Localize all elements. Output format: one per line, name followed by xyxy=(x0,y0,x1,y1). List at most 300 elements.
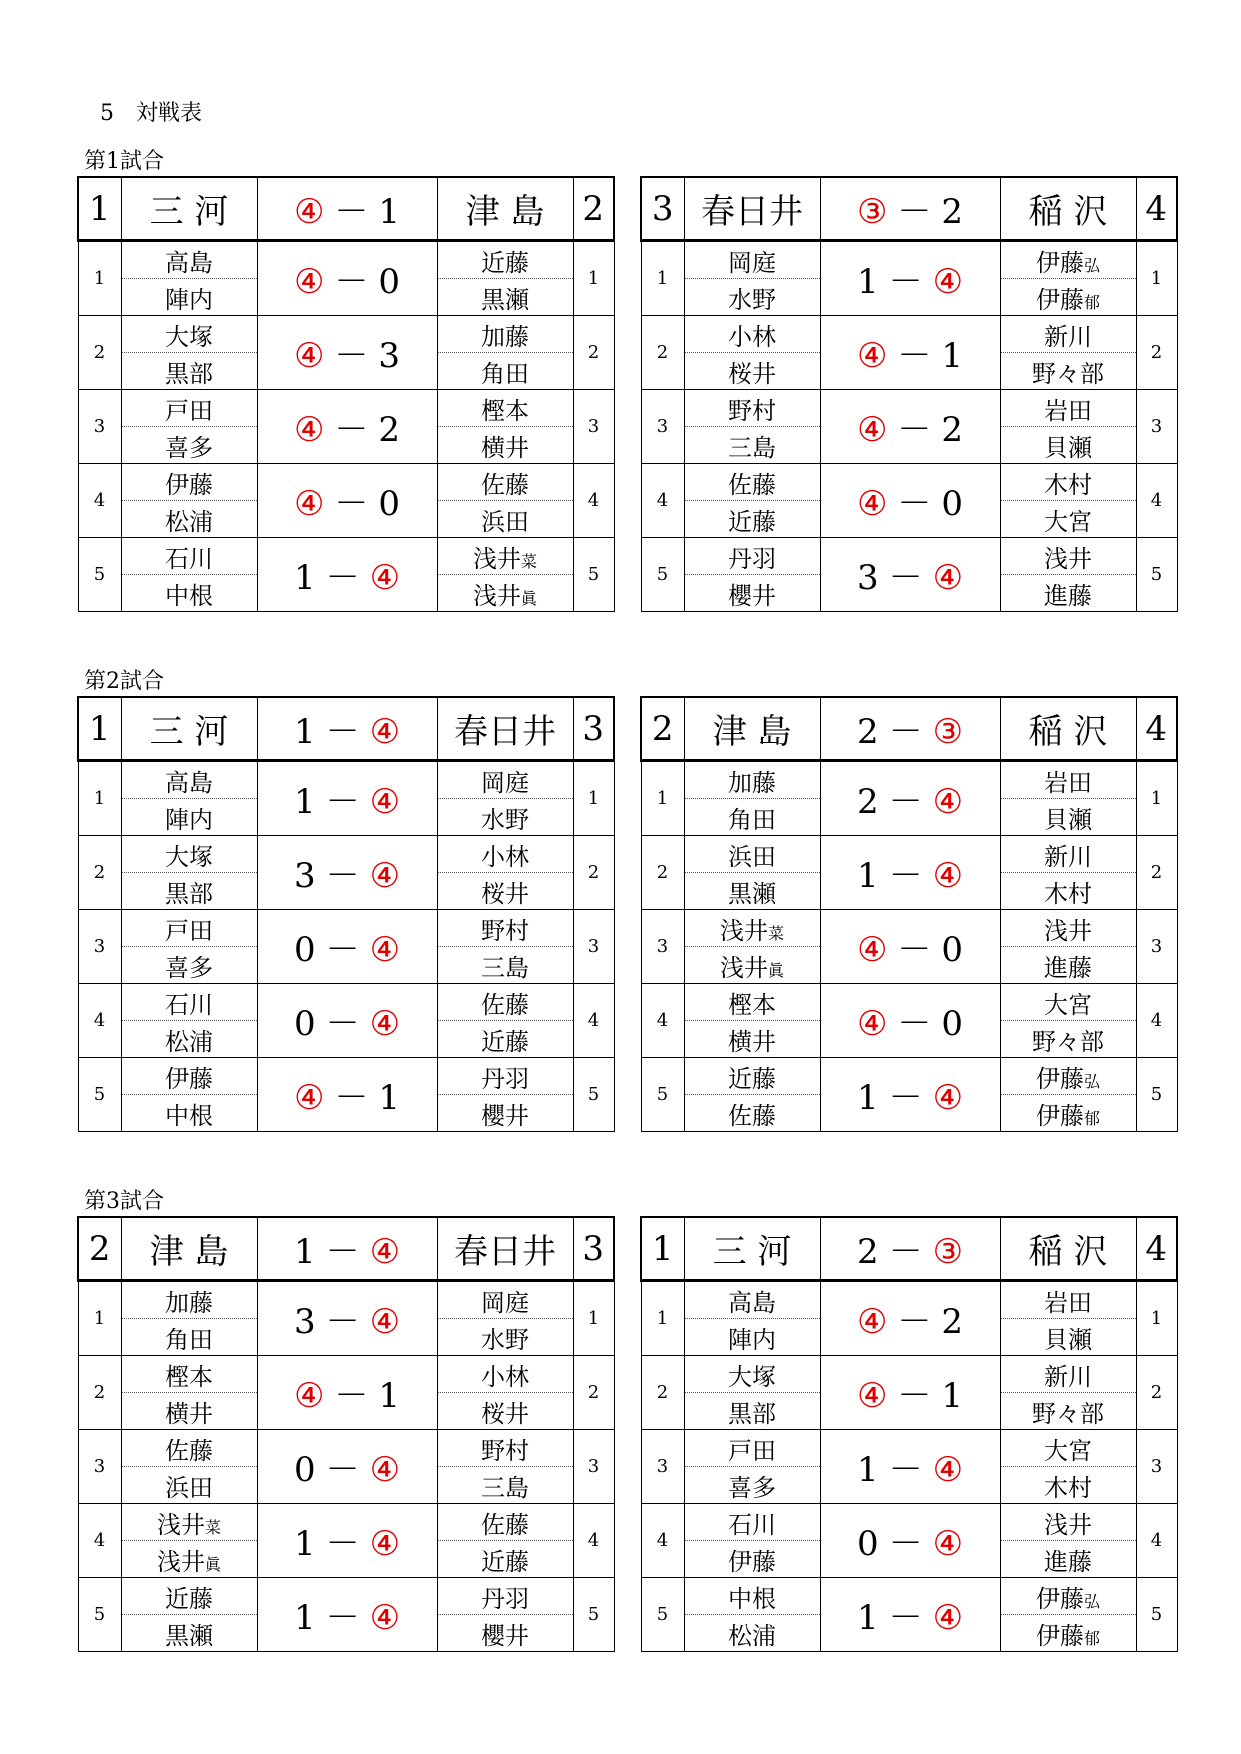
player-name: 中根 xyxy=(728,1584,776,1613)
right-player xyxy=(437,1467,573,1504)
score-dash: － xyxy=(888,782,923,822)
bout-no: 1 xyxy=(641,241,684,316)
right-player xyxy=(1000,241,1136,279)
score-dash: － xyxy=(334,192,369,232)
player-name: 黒部 xyxy=(165,359,213,388)
bout-row xyxy=(641,241,1177,279)
bout-no: 2 xyxy=(1136,836,1177,910)
left-team-no: 1 xyxy=(641,1217,684,1281)
left-player xyxy=(684,279,820,316)
player-name: 喜多 xyxy=(165,433,213,462)
bout-no: 1 xyxy=(641,761,684,836)
score-left: ④ xyxy=(293,262,325,302)
score-right: ④ xyxy=(369,1524,401,1564)
player-name: 進藤 xyxy=(1044,953,1092,982)
score-left: ④ xyxy=(293,484,325,524)
match-header xyxy=(641,1217,1177,1281)
player-name: 伊藤 xyxy=(165,470,213,499)
right-player xyxy=(437,1541,573,1578)
score-left: ④ xyxy=(293,192,325,232)
player-name: 樫本 xyxy=(481,396,529,425)
player-name: 丹羽 xyxy=(481,1064,529,1093)
score-dash: － xyxy=(888,712,923,752)
bout-no: 1 xyxy=(1136,241,1177,316)
left-player xyxy=(121,947,257,984)
player-name: 中根 xyxy=(165,1101,213,1130)
right-player xyxy=(1000,984,1136,1021)
bout-no: 4 xyxy=(1136,984,1177,1058)
player-name: 加藤 xyxy=(728,768,776,797)
player-name: 浜田 xyxy=(728,842,776,871)
bout-score xyxy=(257,761,437,836)
right-team-no: 3 xyxy=(573,1217,614,1281)
score-left: ④ xyxy=(293,410,325,450)
player-name: 浅井菜 xyxy=(156,1510,221,1539)
left-player xyxy=(121,464,257,501)
right-player xyxy=(437,836,573,873)
player-name: 伊藤郁 xyxy=(1035,1101,1100,1130)
score-right: ④ xyxy=(932,558,964,598)
right-player xyxy=(437,575,573,612)
player-name: 大塚 xyxy=(728,1362,776,1391)
score-dash: － xyxy=(334,410,369,450)
left-player xyxy=(684,873,820,910)
left-player xyxy=(121,279,257,316)
bout-row xyxy=(78,984,614,1021)
player-name: 佐藤 xyxy=(481,990,529,1019)
bout-no: 3 xyxy=(641,390,684,464)
left-player xyxy=(684,390,820,427)
bout-no: 2 xyxy=(641,316,684,390)
right-player xyxy=(437,353,573,390)
bout-no: 2 xyxy=(641,836,684,910)
score-dash: － xyxy=(325,1598,360,1638)
score-dash: － xyxy=(888,1450,923,1490)
left-player xyxy=(684,538,820,575)
bout-no: 5 xyxy=(641,1058,684,1132)
score-left: 3 xyxy=(293,1302,316,1342)
player-name: 角田 xyxy=(481,359,529,388)
bout-no: 3 xyxy=(1136,390,1177,464)
score-right: 0 xyxy=(378,262,401,302)
bout-score xyxy=(257,910,437,984)
player-name: 岩田 xyxy=(1044,768,1092,797)
player-name: 樫本 xyxy=(165,1362,213,1391)
bout-no: 5 xyxy=(78,538,121,612)
bout-score xyxy=(820,1578,1000,1652)
right-player xyxy=(1000,538,1136,575)
match-table xyxy=(77,696,615,1132)
left-player xyxy=(684,1615,820,1652)
right-team-name: 稲 沢 xyxy=(1000,177,1136,241)
left-player xyxy=(121,1467,257,1504)
bout-no: 5 xyxy=(641,1578,684,1652)
bout-no: 1 xyxy=(573,761,614,836)
right-player xyxy=(1000,1281,1136,1319)
player-name: 大宮 xyxy=(1044,990,1092,1019)
left-player xyxy=(121,501,257,538)
bout-no: 2 xyxy=(641,1356,684,1430)
bout-no: 5 xyxy=(1136,538,1177,612)
player-name: 陣内 xyxy=(165,805,213,834)
player-name: 伊藤弘 xyxy=(1035,248,1100,277)
player-name: 横井 xyxy=(165,1399,213,1428)
player-name: 水野 xyxy=(728,285,776,314)
bout-no: 2 xyxy=(78,1356,121,1430)
score-left: 1 xyxy=(293,558,316,598)
bout-no: 2 xyxy=(78,836,121,910)
bout-score xyxy=(257,1578,437,1652)
score-right: 2 xyxy=(941,410,964,450)
score-dash: － xyxy=(897,930,932,970)
left-player xyxy=(121,241,257,279)
team-score xyxy=(820,697,1000,761)
player-name: 伊藤郁 xyxy=(1035,1621,1100,1650)
player-name: 佐藤 xyxy=(165,1436,213,1465)
right-team-name: 春日井 xyxy=(437,697,573,761)
match-table xyxy=(77,1216,615,1652)
score-left: ④ xyxy=(856,1376,888,1416)
left-player xyxy=(684,501,820,538)
bout-score xyxy=(820,241,1000,316)
left-player xyxy=(121,390,257,427)
right-player xyxy=(1000,799,1136,836)
player-name: 木村 xyxy=(1044,879,1092,908)
score-left: 2 xyxy=(856,712,879,752)
bout-no: 3 xyxy=(1136,1430,1177,1504)
bout-score xyxy=(820,984,1000,1058)
bout-score xyxy=(820,1430,1000,1504)
left-player xyxy=(684,1058,820,1095)
bout-no: 2 xyxy=(78,316,121,390)
right-player xyxy=(437,427,573,464)
right-team-name: 稲 沢 xyxy=(1000,697,1136,761)
score-left: 3 xyxy=(293,856,316,896)
score-dash: － xyxy=(897,336,932,376)
team-score xyxy=(257,1217,437,1281)
player-name: 近藤 xyxy=(481,1027,529,1056)
right-player xyxy=(1000,947,1136,984)
bout-score xyxy=(820,1504,1000,1578)
score-right: ④ xyxy=(369,930,401,970)
right-team-name: 稲 沢 xyxy=(1000,1217,1136,1281)
left-player xyxy=(121,1393,257,1430)
left-team-name: 三 河 xyxy=(121,177,257,241)
bout-no: 3 xyxy=(573,390,614,464)
left-player xyxy=(684,1281,820,1319)
match-table xyxy=(77,176,615,612)
right-player xyxy=(437,761,573,799)
score-dash: － xyxy=(325,1450,360,1490)
score-left: ④ xyxy=(856,1302,888,1342)
team-score xyxy=(257,177,437,241)
bout-score xyxy=(820,390,1000,464)
score-left: 1 xyxy=(856,1078,879,1118)
score-right: ④ xyxy=(369,558,401,598)
player-name: 樫本 xyxy=(728,990,776,1019)
left-player xyxy=(121,1021,257,1058)
left-player xyxy=(684,1504,820,1541)
left-player xyxy=(121,984,257,1021)
bout-row xyxy=(78,1430,614,1467)
left-team-no: 1 xyxy=(78,697,121,761)
right-player xyxy=(1000,1319,1136,1356)
bout-row xyxy=(78,390,614,427)
right-player xyxy=(437,1615,573,1652)
player-name: 伊藤弘 xyxy=(1035,1584,1100,1613)
bout-row xyxy=(641,910,1177,947)
right-player xyxy=(437,279,573,316)
player-name: 桜井 xyxy=(481,1399,529,1428)
right-team-no: 4 xyxy=(1136,177,1177,241)
left-team-no: 1 xyxy=(78,177,121,241)
score-left: ④ xyxy=(856,930,888,970)
player-name: 桜井 xyxy=(481,879,529,908)
score-right: ④ xyxy=(932,262,964,302)
right-team-name: 春日井 xyxy=(437,1217,573,1281)
bout-no: 5 xyxy=(1136,1578,1177,1652)
player-name: 伊藤郁 xyxy=(1035,285,1100,314)
left-player xyxy=(684,1095,820,1132)
right-player xyxy=(437,1319,573,1356)
player-name: 黒部 xyxy=(728,1399,776,1428)
left-player xyxy=(684,947,820,984)
team-score xyxy=(820,1217,1000,1281)
score-dash: － xyxy=(334,484,369,524)
left-team-no: 3 xyxy=(641,177,684,241)
bout-no: 1 xyxy=(78,1281,121,1356)
bout-score xyxy=(257,1281,437,1356)
score-dash: － xyxy=(334,1376,369,1416)
player-name: 岡庭 xyxy=(481,1288,529,1317)
player-name: 加藤 xyxy=(481,322,529,351)
player-name: 石川 xyxy=(165,990,213,1019)
bout-no: 3 xyxy=(641,910,684,984)
right-player xyxy=(437,910,573,947)
left-player xyxy=(684,799,820,836)
bout-score xyxy=(257,1356,437,1430)
right-player xyxy=(437,464,573,501)
player-name: 新川 xyxy=(1044,842,1092,871)
bout-no: 4 xyxy=(1136,464,1177,538)
player-name: 貝瀬 xyxy=(1044,433,1092,462)
player-name: 新川 xyxy=(1044,322,1092,351)
right-player xyxy=(1000,279,1136,316)
bout-no: 1 xyxy=(641,1281,684,1356)
player-name: 大宮 xyxy=(1044,1436,1092,1465)
player-name: 水野 xyxy=(481,805,529,834)
right-player xyxy=(1000,464,1136,501)
bout-score xyxy=(820,836,1000,910)
left-player xyxy=(121,427,257,464)
player-name: 貝瀬 xyxy=(1044,805,1092,834)
player-name: 進藤 xyxy=(1044,1547,1092,1576)
left-player xyxy=(121,1504,257,1541)
score-left: ③ xyxy=(856,192,888,232)
score-dash: － xyxy=(325,782,360,822)
right-player xyxy=(437,799,573,836)
right-player xyxy=(437,1058,573,1095)
score-dash: － xyxy=(888,1598,923,1638)
player-name: 近藤 xyxy=(728,1064,776,1093)
bout-row xyxy=(641,390,1177,427)
score-right: 2 xyxy=(941,192,964,232)
left-player xyxy=(684,1541,820,1578)
player-name: 浅井菜 xyxy=(719,916,784,945)
player-name: 高島 xyxy=(165,768,213,797)
left-player xyxy=(684,910,820,947)
score-right: 2 xyxy=(378,410,401,450)
score-dash: － xyxy=(325,1004,360,1044)
bout-row xyxy=(78,1356,614,1393)
right-player xyxy=(1000,836,1136,873)
score-right: ③ xyxy=(932,712,964,752)
left-player xyxy=(121,1281,257,1319)
bout-row xyxy=(641,1058,1177,1095)
score-right: ④ xyxy=(369,712,401,752)
score-dash: － xyxy=(334,1078,369,1118)
player-name: 伊藤 xyxy=(728,1547,776,1576)
right-player xyxy=(1000,353,1136,390)
bout-no: 3 xyxy=(573,1430,614,1504)
left-player xyxy=(121,1095,257,1132)
score-right: ④ xyxy=(369,1232,401,1272)
score-left: 1 xyxy=(293,782,316,822)
left-player xyxy=(121,1058,257,1095)
player-name: 戸田 xyxy=(165,396,213,425)
player-name: 佐藤 xyxy=(481,470,529,499)
right-player xyxy=(437,1281,573,1319)
right-player xyxy=(437,947,573,984)
bout-row xyxy=(78,1281,614,1319)
left-player xyxy=(684,1430,820,1467)
player-name: 伊藤弘 xyxy=(1035,1064,1100,1093)
bout-score xyxy=(257,836,437,910)
match-table xyxy=(640,1216,1178,1652)
score-left: 0 xyxy=(293,1450,316,1490)
match-header xyxy=(78,697,614,761)
player-name: 野村 xyxy=(481,916,529,945)
score-right: 1 xyxy=(941,336,964,376)
bout-score xyxy=(820,1281,1000,1356)
right-player xyxy=(1000,1356,1136,1393)
score-left: 2 xyxy=(856,1232,879,1272)
player-name: 松浦 xyxy=(165,507,213,536)
player-name: 戸田 xyxy=(165,916,213,945)
player-name: 木村 xyxy=(1044,1473,1092,1502)
player-name: 丹羽 xyxy=(728,544,776,573)
bout-no: 4 xyxy=(1136,1504,1177,1578)
bout-row xyxy=(78,1504,614,1541)
score-dash: － xyxy=(325,712,360,752)
player-name: 浅井 xyxy=(1044,1510,1092,1539)
left-player xyxy=(684,1021,820,1058)
bout-score xyxy=(257,984,437,1058)
bout-no: 1 xyxy=(573,241,614,316)
match-header xyxy=(78,1217,614,1281)
player-name: 石川 xyxy=(728,1510,776,1539)
score-dash: － xyxy=(888,262,923,302)
score-left: ④ xyxy=(856,336,888,376)
left-player xyxy=(684,427,820,464)
right-player xyxy=(1000,501,1136,538)
score-dash: － xyxy=(888,558,923,598)
player-name: 水野 xyxy=(481,1325,529,1354)
right-player xyxy=(1000,873,1136,910)
bout-row xyxy=(641,538,1177,575)
player-name: 木村 xyxy=(1044,470,1092,499)
section-title: 5 対戦表 xyxy=(100,101,202,126)
score-right: ④ xyxy=(932,1524,964,1564)
player-name: 大塚 xyxy=(165,322,213,351)
right-team-no: 3 xyxy=(573,697,614,761)
score-dash: － xyxy=(334,262,369,302)
left-player xyxy=(684,575,820,612)
player-name: 喜多 xyxy=(728,1473,776,1502)
bout-no: 5 xyxy=(573,1578,614,1652)
right-player xyxy=(437,1356,573,1393)
score-right: ④ xyxy=(369,856,401,896)
right-player xyxy=(1000,1058,1136,1095)
match-header xyxy=(78,177,614,241)
player-name: 岩田 xyxy=(1044,1288,1092,1317)
score-right: ④ xyxy=(932,856,964,896)
player-name: 桜井 xyxy=(728,359,776,388)
right-player xyxy=(1000,1467,1136,1504)
right-player xyxy=(437,538,573,575)
player-name: 貝瀬 xyxy=(1044,1325,1092,1354)
bout-no: 1 xyxy=(1136,1281,1177,1356)
score-left: ④ xyxy=(293,336,325,376)
score-left: 1 xyxy=(856,262,879,302)
score-dash: － xyxy=(897,1004,932,1044)
player-name: 櫻井 xyxy=(481,1101,529,1130)
round-title: 第2試合 xyxy=(84,669,164,694)
player-name: 丹羽 xyxy=(481,1584,529,1613)
player-name: 三島 xyxy=(728,433,776,462)
bout-no: 2 xyxy=(573,316,614,390)
bout-no: 4 xyxy=(573,984,614,1058)
score-dash: － xyxy=(325,930,360,970)
score-left: 1 xyxy=(293,1232,316,1272)
bout-score xyxy=(257,1058,437,1132)
left-team-name: 春日井 xyxy=(684,177,820,241)
right-player xyxy=(1000,1430,1136,1467)
player-name: 浅井 xyxy=(1044,544,1092,573)
player-name: 横井 xyxy=(481,433,529,462)
bout-no: 3 xyxy=(78,1430,121,1504)
player-name: 陣内 xyxy=(165,285,213,314)
player-name: 大宮 xyxy=(1044,507,1092,536)
score-left: ④ xyxy=(856,484,888,524)
score-dash: － xyxy=(888,1524,923,1564)
score-left: 1 xyxy=(293,712,316,752)
left-player xyxy=(121,1356,257,1393)
match-table xyxy=(640,176,1178,612)
score-dash: － xyxy=(897,1376,932,1416)
bout-score xyxy=(820,910,1000,984)
score-dash: － xyxy=(897,1302,932,1342)
score-right: 3 xyxy=(378,336,401,376)
bout-no: 5 xyxy=(78,1578,121,1652)
bout-row xyxy=(641,316,1177,353)
left-player xyxy=(121,761,257,799)
match-table xyxy=(640,696,1178,1132)
left-player xyxy=(121,799,257,836)
bout-score xyxy=(257,464,437,538)
right-player xyxy=(1000,1578,1136,1615)
bout-no: 2 xyxy=(1136,316,1177,390)
